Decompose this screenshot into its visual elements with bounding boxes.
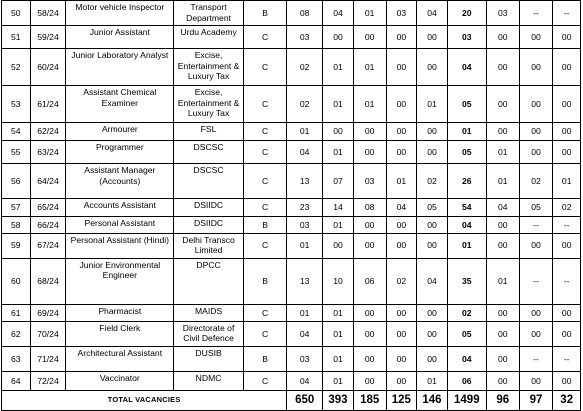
vacancy-count-6: 00 bbox=[486, 305, 519, 322]
serial-number: 53 bbox=[2, 86, 31, 123]
vacancy-count-1: 23 bbox=[287, 199, 323, 217]
vacancy-count-3: 00 bbox=[353, 347, 386, 372]
vacancy-count-2: 00 bbox=[323, 123, 354, 141]
total-count-1: 650 bbox=[287, 391, 323, 411]
vacancy-count-6: 00 bbox=[486, 233, 519, 258]
vacancy-count-8: 00 bbox=[553, 372, 581, 391]
vacancy-count-5: 02 bbox=[417, 164, 448, 199]
table-row bbox=[2, 26, 581, 49]
total-count-4: 125 bbox=[386, 391, 417, 411]
post-code: 59/24 bbox=[30, 26, 66, 49]
department-name: DSIIDC bbox=[174, 199, 244, 217]
department-name: Urdu Academy bbox=[174, 26, 244, 49]
group: C bbox=[243, 305, 286, 322]
vacancy-total: 54 bbox=[447, 199, 486, 217]
vacancy-count-4: 00 bbox=[386, 123, 417, 141]
vacancy-count-8: 00 bbox=[553, 86, 581, 123]
vacancy-count-4: 01 bbox=[386, 164, 417, 199]
total-label: TOTAL VACANCIES bbox=[2, 391, 287, 411]
vacancy-count-8: 00 bbox=[553, 140, 581, 163]
group: C bbox=[243, 49, 286, 86]
post-name: Junior Assistant bbox=[66, 26, 174, 49]
vacancy-count-8: 01 bbox=[553, 164, 581, 199]
post-name: Personal Assistant bbox=[66, 216, 174, 233]
vacancy-count-5: 00 bbox=[417, 347, 448, 372]
post-name: Junior Environmental Engineer bbox=[66, 258, 174, 304]
vacancy-total: 04 bbox=[447, 216, 486, 233]
vacancy-count-1: 03 bbox=[287, 216, 323, 233]
vacancy-total: 01 bbox=[447, 233, 486, 258]
group: B bbox=[243, 1, 286, 26]
vacancy-count-8: 00 bbox=[553, 233, 581, 258]
vacancy-count-6: 00 bbox=[486, 216, 519, 233]
post-name: Assistant Manager (Accounts) bbox=[66, 164, 174, 199]
vacancy-count-8: -- bbox=[553, 1, 581, 26]
vacancy-count-2: 01 bbox=[323, 372, 354, 391]
department-name: DSCSC bbox=[174, 164, 244, 199]
serial-number: 63 bbox=[2, 347, 31, 372]
vacancy-count-4: 00 bbox=[386, 372, 417, 391]
post-name: Field Clerk bbox=[66, 321, 174, 346]
vacancy-count-5: 00 bbox=[417, 123, 448, 141]
post-name: Accounts Assistant bbox=[66, 199, 174, 217]
table-row bbox=[2, 321, 581, 346]
vacancy-count-7: 05 bbox=[519, 199, 553, 217]
table-row bbox=[2, 123, 581, 141]
vacancy-count-3: 00 bbox=[353, 26, 386, 49]
vacancy-count-2: 01 bbox=[323, 49, 354, 86]
group: C bbox=[243, 86, 286, 123]
vacancy-count-3: 00 bbox=[353, 305, 386, 322]
department-name: DUSIB bbox=[174, 347, 244, 372]
department-name: Directorate of Civil Defence bbox=[174, 321, 244, 346]
vacancy-count-2: 01 bbox=[323, 305, 354, 322]
vacancy-count-8: 00 bbox=[553, 123, 581, 141]
vacancy-count-7: 00 bbox=[519, 140, 553, 163]
vacancy-count-1: 08 bbox=[287, 1, 323, 26]
vacancy-count-1: 13 bbox=[287, 258, 323, 304]
vacancy-count-2: 00 bbox=[323, 26, 354, 49]
vacancy-count-1: 03 bbox=[287, 347, 323, 372]
vacancy-count-1: 04 bbox=[287, 140, 323, 163]
vacancy-count-7: 00 bbox=[519, 305, 553, 322]
vacancy-count-3: 00 bbox=[353, 233, 386, 258]
group: C bbox=[243, 321, 286, 346]
table-row bbox=[2, 140, 581, 163]
vacancy-count-7: 02 bbox=[519, 164, 553, 199]
vacancy-count-5: 04 bbox=[417, 1, 448, 26]
group: B bbox=[243, 258, 286, 304]
post-code: 72/24 bbox=[30, 372, 66, 391]
serial-number: 52 bbox=[2, 49, 31, 86]
vacancy-count-3: 00 bbox=[353, 216, 386, 233]
post-name: Architectural Assistant bbox=[66, 347, 174, 372]
post-code: 71/24 bbox=[30, 347, 66, 372]
vacancy-count-5: 04 bbox=[417, 258, 448, 304]
vacancy-count-3: 00 bbox=[353, 123, 386, 141]
vacancy-count-3: 00 bbox=[353, 140, 386, 163]
group: C bbox=[243, 140, 286, 163]
post-code: 65/24 bbox=[30, 199, 66, 217]
vacancy-count-8: 00 bbox=[553, 49, 581, 86]
vacancy-count-1: 03 bbox=[287, 26, 323, 49]
vacancy-count-4: 00 bbox=[386, 347, 417, 372]
vacancy-count-2: 01 bbox=[323, 86, 354, 123]
vacancy-count-2: 00 bbox=[323, 233, 354, 258]
total-count-5: 146 bbox=[417, 391, 448, 411]
vacancy-count-8: 00 bbox=[553, 321, 581, 346]
vacancy-count-2: 01 bbox=[323, 140, 354, 163]
vacancy-table bbox=[1, 0, 581, 411]
serial-number: 60 bbox=[2, 258, 31, 304]
vacancy-count-7: 00 bbox=[519, 123, 553, 141]
vacancy-count-2: 01 bbox=[323, 321, 354, 346]
vacancy-count-5: 00 bbox=[417, 49, 448, 86]
table-row bbox=[2, 258, 581, 304]
total-count-8: 32 bbox=[553, 391, 581, 411]
vacancy-count-6: 03 bbox=[486, 1, 519, 26]
vacancy-count-5: 01 bbox=[417, 372, 448, 391]
vacancy-count-3: 06 bbox=[353, 258, 386, 304]
vacancy-count-3: 01 bbox=[353, 49, 386, 86]
vacancy-total: 05 bbox=[447, 321, 486, 346]
vacancy-count-3: 01 bbox=[353, 86, 386, 123]
vacancy-count-4: 00 bbox=[386, 49, 417, 86]
table-row bbox=[2, 347, 581, 372]
total-grand: 1499 bbox=[447, 391, 486, 411]
vacancy-count-2: 10 bbox=[323, 258, 354, 304]
vacancy-count-3: 00 bbox=[353, 321, 386, 346]
vacancy-count-5: 00 bbox=[417, 216, 448, 233]
vacancy-count-4: 00 bbox=[386, 140, 417, 163]
post-name: Motor vehicle Inspector bbox=[66, 1, 174, 26]
vacancy-count-2: 07 bbox=[323, 164, 354, 199]
vacancy-count-1: 04 bbox=[287, 321, 323, 346]
vacancy-count-6: 00 bbox=[486, 49, 519, 86]
table-row bbox=[2, 233, 581, 258]
vacancy-count-1: 01 bbox=[287, 123, 323, 141]
serial-number: 64 bbox=[2, 372, 31, 391]
vacancy-count-5: 00 bbox=[417, 26, 448, 49]
total-count-6: 96 bbox=[486, 391, 519, 411]
vacancy-count-3: 08 bbox=[353, 199, 386, 217]
vacancy-count-6: 01 bbox=[486, 164, 519, 199]
vacancy-count-4: 00 bbox=[386, 321, 417, 346]
post-name: Programmer bbox=[66, 140, 174, 163]
vacancy-count-6: 00 bbox=[486, 123, 519, 141]
vacancy-count-7: -- bbox=[519, 216, 553, 233]
post-code: 63/24 bbox=[30, 140, 66, 163]
group: C bbox=[243, 233, 286, 258]
serial-number: 61 bbox=[2, 305, 31, 322]
vacancy-count-8: -- bbox=[553, 216, 581, 233]
vacancy-count-2: 14 bbox=[323, 199, 354, 217]
post-name: Assistant Chemical Examiner bbox=[66, 86, 174, 123]
vacancy-count-5: 00 bbox=[417, 233, 448, 258]
department-name: Delhi Transco Limited bbox=[174, 233, 244, 258]
vacancy-count-1: 04 bbox=[287, 372, 323, 391]
vacancy-total: 20 bbox=[447, 1, 486, 26]
vacancy-total: 05 bbox=[447, 140, 486, 163]
post-code: 66/24 bbox=[30, 216, 66, 233]
serial-number: 62 bbox=[2, 321, 31, 346]
serial-number: 50 bbox=[2, 1, 31, 26]
vacancy-count-8: 00 bbox=[553, 305, 581, 322]
vacancy-total: 05 bbox=[447, 86, 486, 123]
table-row bbox=[2, 372, 581, 391]
serial-number: 54 bbox=[2, 123, 31, 141]
vacancy-count-5: 00 bbox=[417, 305, 448, 322]
post-code: 58/24 bbox=[30, 1, 66, 26]
post-name: Vaccinator bbox=[66, 372, 174, 391]
vacancy-count-1: 02 bbox=[287, 86, 323, 123]
group: B bbox=[243, 347, 286, 372]
post-name: Armourer bbox=[66, 123, 174, 141]
vacancy-count-3: 01 bbox=[353, 1, 386, 26]
vacancy-count-1: 01 bbox=[287, 233, 323, 258]
department-name: DSIIDC bbox=[174, 216, 244, 233]
serial-number: 55 bbox=[2, 140, 31, 163]
vacancy-count-4: 00 bbox=[386, 233, 417, 258]
total-count-2: 393 bbox=[323, 391, 354, 411]
group: C bbox=[243, 372, 286, 391]
serial-number: 58 bbox=[2, 216, 31, 233]
vacancy-count-7: 00 bbox=[519, 321, 553, 346]
vacancy-total: 03 bbox=[447, 26, 486, 49]
vacancy-total: 04 bbox=[447, 347, 486, 372]
department-name: DPCC bbox=[174, 258, 244, 304]
serial-number: 51 bbox=[2, 26, 31, 49]
vacancy-total: 02 bbox=[447, 305, 486, 322]
vacancy-count-7: 00 bbox=[519, 372, 553, 391]
post-code: 62/24 bbox=[30, 123, 66, 141]
vacancy-count-8: 00 bbox=[553, 26, 581, 49]
department-name: NDMC bbox=[174, 372, 244, 391]
department-name: MAIDS bbox=[174, 305, 244, 322]
table-row bbox=[2, 216, 581, 233]
vacancy-count-4: 02 bbox=[386, 258, 417, 304]
vacancy-count-2: 04 bbox=[323, 1, 354, 26]
vacancy-count-2: 01 bbox=[323, 347, 354, 372]
post-code: 68/24 bbox=[30, 258, 66, 304]
vacancy-count-7: 00 bbox=[519, 49, 553, 86]
vacancy-count-3: 00 bbox=[353, 372, 386, 391]
vacancy-count-8: 02 bbox=[553, 199, 581, 217]
vacancy-total: 06 bbox=[447, 372, 486, 391]
vacancy-count-1: 02 bbox=[287, 49, 323, 86]
vacancy-total: 01 bbox=[447, 123, 486, 141]
vacancy-count-4: 04 bbox=[386, 199, 417, 217]
vacancy-count-6: 00 bbox=[486, 372, 519, 391]
serial-number: 57 bbox=[2, 199, 31, 217]
department-name: FSL bbox=[174, 123, 244, 141]
vacancy-count-7: -- bbox=[519, 258, 553, 304]
total-count-3: 185 bbox=[353, 391, 386, 411]
group: B bbox=[243, 216, 286, 233]
total-count-7: 97 bbox=[519, 391, 553, 411]
group: C bbox=[243, 199, 286, 217]
vacancy-count-6: 00 bbox=[486, 321, 519, 346]
vacancy-table-body bbox=[2, 1, 581, 411]
post-code: 67/24 bbox=[30, 233, 66, 258]
vacancy-count-5: 05 bbox=[417, 199, 448, 217]
vacancy-count-4: 00 bbox=[386, 26, 417, 49]
vacancy-count-7: 00 bbox=[519, 233, 553, 258]
post-code: 70/24 bbox=[30, 321, 66, 346]
vacancy-count-4: 00 bbox=[386, 86, 417, 123]
vacancy-count-7: -- bbox=[519, 347, 553, 372]
group: C bbox=[243, 26, 286, 49]
department-name: Excise, Entertainment & Luxury Tax bbox=[174, 49, 244, 86]
table-row bbox=[2, 86, 581, 123]
vacancy-total: 26 bbox=[447, 164, 486, 199]
post-code: 69/24 bbox=[30, 305, 66, 322]
vacancy-count-6: 01 bbox=[486, 140, 519, 163]
vacancy-count-7: 00 bbox=[519, 26, 553, 49]
group: C bbox=[243, 123, 286, 141]
post-name: Junior Laboratory Analyst bbox=[66, 49, 174, 86]
vacancy-count-2: 01 bbox=[323, 216, 354, 233]
vacancy-count-4: 00 bbox=[386, 305, 417, 322]
serial-number: 59 bbox=[2, 233, 31, 258]
vacancy-count-6: 00 bbox=[486, 347, 519, 372]
table-row bbox=[2, 305, 581, 322]
serial-number: 56 bbox=[2, 164, 31, 199]
vacancy-count-1: 13 bbox=[287, 164, 323, 199]
vacancy-count-8: -- bbox=[553, 347, 581, 372]
vacancy-count-7: -- bbox=[519, 1, 553, 26]
vacancy-count-1: 01 bbox=[287, 305, 323, 322]
table-row bbox=[2, 1, 581, 26]
vacancy-count-4: 03 bbox=[386, 1, 417, 26]
table-row bbox=[2, 164, 581, 199]
department-name: Excise, Entertainment & Luxury Tax bbox=[174, 86, 244, 123]
department-name: DSCSC bbox=[174, 140, 244, 163]
post-code: 61/24 bbox=[30, 86, 66, 123]
department-name: Transport Department bbox=[174, 1, 244, 26]
post-name: Personal Assistant (Hindi) bbox=[66, 233, 174, 258]
vacancy-count-6: 00 bbox=[486, 86, 519, 123]
total-row bbox=[2, 391, 581, 411]
table-row bbox=[2, 199, 581, 217]
group: C bbox=[243, 164, 286, 199]
vacancy-count-7: 00 bbox=[519, 86, 553, 123]
vacancy-count-8: -- bbox=[553, 258, 581, 304]
post-code: 60/24 bbox=[30, 49, 66, 86]
vacancy-total: 04 bbox=[447, 49, 486, 86]
vacancy-count-5: 01 bbox=[417, 86, 448, 123]
vacancy-count-6: 04 bbox=[486, 199, 519, 217]
vacancy-total: 35 bbox=[447, 258, 486, 304]
table-row bbox=[2, 49, 581, 86]
vacancy-count-5: 00 bbox=[417, 140, 448, 163]
post-code: 64/24 bbox=[30, 164, 66, 199]
vacancy-count-4: 00 bbox=[386, 216, 417, 233]
vacancy-count-6: 01 bbox=[486, 258, 519, 304]
vacancy-count-5: 00 bbox=[417, 321, 448, 346]
vacancy-count-6: 00 bbox=[486, 26, 519, 49]
vacancy-count-3: 03 bbox=[353, 164, 386, 199]
post-name: Pharmacist bbox=[66, 305, 174, 322]
